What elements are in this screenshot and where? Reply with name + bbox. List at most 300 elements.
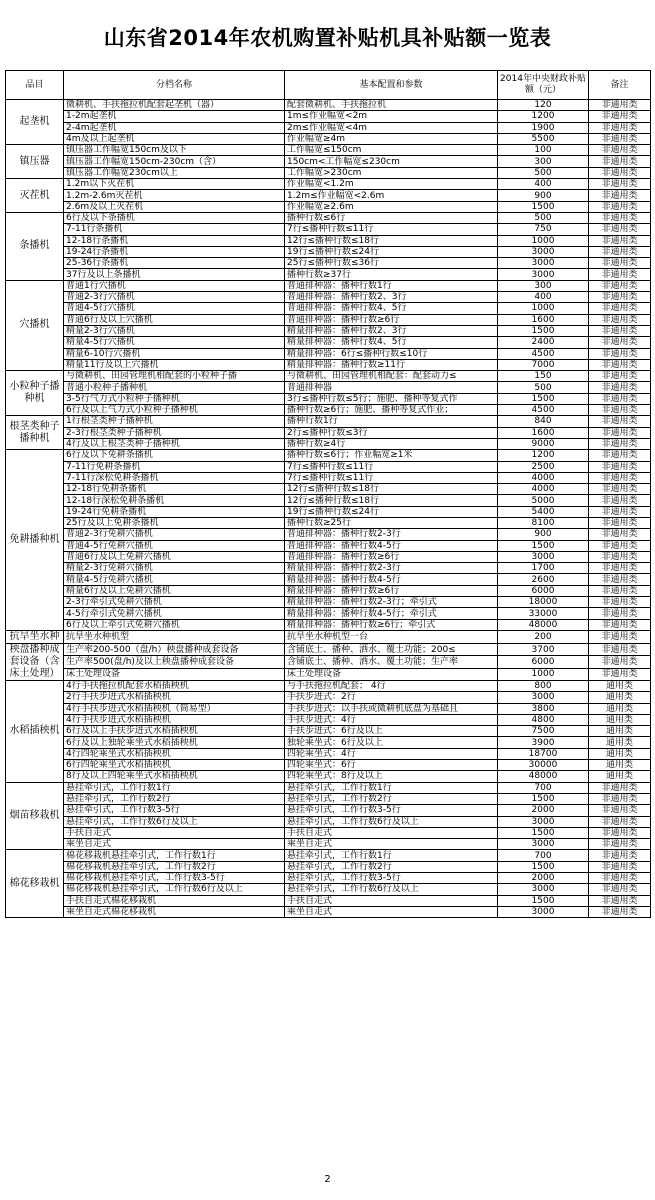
note-cell: 非通用类 xyxy=(589,884,651,895)
amount-cell: 400 xyxy=(498,179,589,190)
tier-cell: 6行及以上气力式小粒种子播种机 xyxy=(64,405,285,416)
tier-cell: 棉花移栽机悬挂牵引式，工作行数1行 xyxy=(64,850,285,861)
table-row xyxy=(6,133,651,144)
amount-cell: 5000 xyxy=(498,495,589,506)
tier-cell: 微耕机、手扶拖拉机配套起垄机（器） xyxy=(64,100,285,111)
amount-cell: 6000 xyxy=(498,656,589,668)
amount-cell: 1500 xyxy=(498,861,589,872)
note-cell: 非通用类 xyxy=(589,201,651,212)
table-body xyxy=(6,100,651,918)
config-cell: 床土处理设备 xyxy=(285,668,498,680)
config-cell: 悬挂牵引式，工作行数2行 xyxy=(285,861,498,872)
tier-cell: 悬挂牵引式，工作行数1行 xyxy=(64,782,285,793)
tier-cell: 普通4-5行免耕穴播机 xyxy=(64,540,285,551)
config-cell: 乘坐自走式 xyxy=(285,839,498,850)
note-cell: 通用类 xyxy=(589,726,651,737)
tier-cell: 抗旱坐水种机型 xyxy=(64,630,285,643)
table-row xyxy=(6,167,651,178)
note-cell: 非通用类 xyxy=(589,359,651,370)
table-row xyxy=(6,760,651,771)
amount-cell: 1500 xyxy=(498,895,589,906)
note-cell: 非通用类 xyxy=(589,393,651,404)
tier-cell: 4行及以上根茎类种子播种机 xyxy=(64,438,285,449)
amount-cell: 48000 xyxy=(498,619,589,630)
amount-cell: 9000 xyxy=(498,438,589,449)
table-row xyxy=(6,529,651,540)
tier-cell: 2-3行牵引式免耕穴播机 xyxy=(64,597,285,608)
config-cell: 含铺底土、播种、洒水、覆土功能；200≤ xyxy=(285,643,498,655)
config-cell: 悬挂牵引式，工作行数2行 xyxy=(285,793,498,804)
note-cell: 非通用类 xyxy=(589,111,651,122)
table-row xyxy=(6,585,651,596)
tier-cell: 37行及以上条播机 xyxy=(64,269,285,280)
note-cell: 通用类 xyxy=(589,737,651,748)
amount-cell: 1200 xyxy=(498,111,589,122)
tier-cell: 6行及以上手扶步进式水稻插秧机 xyxy=(64,726,285,737)
header-tier-name: 分档名称 xyxy=(64,71,285,100)
amount-cell: 4500 xyxy=(498,348,589,359)
tier-cell: 1.2m-2.6m灭茬机 xyxy=(64,190,285,201)
note-cell: 非通用类 xyxy=(589,100,651,111)
note-cell: 非通用类 xyxy=(589,608,651,619)
table-row xyxy=(6,111,651,122)
table-row xyxy=(6,839,651,850)
note-cell: 非通用类 xyxy=(589,484,651,495)
note-cell: 非通用类 xyxy=(589,461,651,472)
note-cell: 通用类 xyxy=(589,692,651,703)
note-cell: 非通用类 xyxy=(589,585,651,596)
category-cell: 条播机 xyxy=(6,212,64,280)
tier-cell: 棉花移栽机悬挂牵引式，工作行数2行 xyxy=(64,861,285,872)
table-row xyxy=(6,405,651,416)
amount-cell: 33000 xyxy=(498,608,589,619)
tier-cell: 普通6行及以上免耕穴播机 xyxy=(64,551,285,562)
amount-cell: 4000 xyxy=(498,472,589,483)
note-cell: 非通用类 xyxy=(589,495,651,506)
config-cell: 悬挂牵引式，工作行数1行 xyxy=(285,782,498,793)
amount-cell: 3000 xyxy=(498,839,589,850)
tier-cell: 25行及以上免耕条播机 xyxy=(64,517,285,528)
table-row xyxy=(6,416,651,427)
amount-cell: 3000 xyxy=(498,884,589,895)
amount-cell: 800 xyxy=(498,680,589,691)
table-row xyxy=(6,597,651,608)
config-cell: 作业幅宽≥2.6m xyxy=(285,201,498,212)
config-cell: 播种行数≤6行 xyxy=(285,212,498,223)
amount-cell: 3000 xyxy=(498,258,589,269)
tier-cell: 悬挂牵引式，工作行数6行及以上 xyxy=(64,816,285,827)
note-cell: 非通用类 xyxy=(589,325,651,336)
table-row xyxy=(6,630,651,643)
table-row xyxy=(6,212,651,223)
amount-cell: 2000 xyxy=(498,805,589,816)
table-row xyxy=(6,771,651,782)
amount-cell: 3900 xyxy=(498,737,589,748)
tier-cell: 8行及以上四轮乘坐式水稻插秧机 xyxy=(64,771,285,782)
config-cell: 3行≤播种行数≤5行；施肥、播种等复式作 xyxy=(285,393,498,404)
note-cell: 非通用类 xyxy=(589,793,651,804)
config-cell: 悬挂牵引式，工作行数3-5行 xyxy=(285,805,498,816)
table-row xyxy=(6,506,651,517)
header-note: 备注 xyxy=(589,71,651,100)
tier-cell: 棉花移栽机悬挂牵引式，工作行数3-5行 xyxy=(64,873,285,884)
category-cell: 灭茬机 xyxy=(6,179,64,213)
note-cell: 非通用类 xyxy=(589,133,651,144)
tier-cell: 普通6行及以上穴播机 xyxy=(64,314,285,325)
config-cell: 播种行数≥37行 xyxy=(285,269,498,280)
note-cell: 非通用类 xyxy=(589,472,651,483)
config-cell: 四轮乘坐式：8行及以上 xyxy=(285,771,498,782)
amount-cell: 1700 xyxy=(498,563,589,574)
tier-cell: 乘坐自走式棉花移栽机 xyxy=(64,906,285,917)
note-cell: 非通用类 xyxy=(589,303,651,314)
tier-cell: 6行及以上牵引式免耕穴播机 xyxy=(64,619,285,630)
note-cell: 非通用类 xyxy=(589,517,651,528)
table-row xyxy=(6,619,651,630)
tier-cell: 精量6-10行穴播机 xyxy=(64,348,285,359)
amount-cell: 1500 xyxy=(498,827,589,838)
note-cell: 非通用类 xyxy=(589,574,651,585)
amount-cell: 900 xyxy=(498,190,589,201)
amount-cell: 1500 xyxy=(498,201,589,212)
note-cell: 非通用类 xyxy=(589,782,651,793)
amount-cell: 120 xyxy=(498,100,589,111)
note-cell: 非通用类 xyxy=(589,122,651,133)
note-cell: 非通用类 xyxy=(589,668,651,680)
table-row xyxy=(6,393,651,404)
amount-cell: 18000 xyxy=(498,597,589,608)
tier-cell: 与微耕机、田园管理机相配套的小粒种子播 xyxy=(64,371,285,382)
amount-cell: 3000 xyxy=(498,906,589,917)
category-cell: 镇压器 xyxy=(6,145,64,179)
amount-cell: 700 xyxy=(498,850,589,861)
tier-cell: 12-18行条播机 xyxy=(64,235,285,246)
page-number: 2 xyxy=(324,1174,331,1185)
note-cell: 非通用类 xyxy=(589,156,651,167)
table-row xyxy=(6,692,651,703)
table-row xyxy=(6,895,651,906)
amount-cell: 2600 xyxy=(498,574,589,585)
note-cell: 非通用类 xyxy=(589,190,651,201)
note-cell: 非通用类 xyxy=(589,145,651,156)
table-row xyxy=(6,224,651,235)
table-row xyxy=(6,714,651,725)
config-cell: 普通排种器 xyxy=(285,382,498,393)
tier-cell: 6行及以下免耕条播机 xyxy=(64,450,285,461)
tier-cell: 普通2-3行免耕穴播机 xyxy=(64,529,285,540)
config-cell: 1.2m≤作业幅宽<2.6m xyxy=(285,190,498,201)
note-cell: 通用类 xyxy=(589,714,651,725)
amount-cell: 1200 xyxy=(498,450,589,461)
category-cell: 烟苗移栽机 xyxy=(6,782,64,850)
config-cell: 悬挂牵引式，工作行数6行及以上 xyxy=(285,884,498,895)
table-row xyxy=(6,258,651,269)
subsidy-table xyxy=(5,70,651,918)
tier-cell: 6行四轮乘坐式水稻插秧机 xyxy=(64,760,285,771)
amount-cell: 48000 xyxy=(498,771,589,782)
tier-cell: 1行根茎类种子播种机 xyxy=(64,416,285,427)
note-cell: 非通用类 xyxy=(589,597,651,608)
amount-cell: 3700 xyxy=(498,643,589,655)
config-cell: 手扶自走式 xyxy=(285,827,498,838)
note-cell: 通用类 xyxy=(589,680,651,691)
config-cell: 作业幅宽≥4m xyxy=(285,133,498,144)
note-cell: 非通用类 xyxy=(589,656,651,668)
table-row xyxy=(6,314,651,325)
table-row xyxy=(6,280,651,291)
table-row xyxy=(6,371,651,382)
amount-cell: 1000 xyxy=(498,235,589,246)
table-row xyxy=(6,438,651,449)
amount-cell: 2400 xyxy=(498,337,589,348)
amount-cell: 100 xyxy=(498,145,589,156)
tier-cell: 6行及以上独轮乘坐式水稻插秧机 xyxy=(64,737,285,748)
note-cell: 非通用类 xyxy=(589,630,651,643)
category-cell: 起垄机 xyxy=(6,100,64,145)
tier-cell: 7-11行条播机 xyxy=(64,224,285,235)
tier-cell: 手扶自走式 xyxy=(64,827,285,838)
table-row xyxy=(6,122,651,133)
config-cell: 7行≤播种行数≤11行 xyxy=(285,461,498,472)
config-cell: 手扶步进式：4行 xyxy=(285,714,498,725)
config-cell: 19行≤播种行数≤24行 xyxy=(285,246,498,257)
config-cell: 独轮乘坐式：6行及以上 xyxy=(285,737,498,748)
config-cell: 19行≤播种行数≤24行 xyxy=(285,506,498,517)
amount-cell: 1500 xyxy=(498,793,589,804)
header-subsidy: 2014年中央财政补贴额（元） xyxy=(498,71,589,100)
amount-cell: 4500 xyxy=(498,405,589,416)
tier-cell: 6行及以下条播机 xyxy=(64,212,285,223)
table-row xyxy=(6,337,651,348)
tier-cell: 7-11行深松免耕条播机 xyxy=(64,472,285,483)
config-cell: 普通排种器：播种行数1行 xyxy=(285,280,498,291)
table-row xyxy=(6,680,651,691)
tier-cell: 棉花移栽机悬挂牵引式，工作行数6行及以上 xyxy=(64,884,285,895)
table-row xyxy=(6,359,651,370)
note-cell: 非通用类 xyxy=(589,906,651,917)
config-cell: 精量排种器：播种行数≥11行 xyxy=(285,359,498,370)
config-cell: 精量排种器：播种行数4-5行；牵引式 xyxy=(285,608,498,619)
config-cell: 播种行数≤6行；作业幅宽≥1米 xyxy=(285,450,498,461)
table-row xyxy=(6,145,651,156)
tier-cell: 3-5行气力式小粒种子播种机 xyxy=(64,393,285,404)
note-cell: 通用类 xyxy=(589,748,651,759)
config-cell: 25行≤播种行数≤36行 xyxy=(285,258,498,269)
config-cell: 12行≤播种行数≤18行 xyxy=(285,235,498,246)
config-cell: 手扶自走式 xyxy=(285,895,498,906)
amount-cell: 750 xyxy=(498,224,589,235)
category-cell: 小粒种子播种机 xyxy=(6,371,64,416)
tier-cell: 1-2m起垄机 xyxy=(64,111,285,122)
amount-cell: 1500 xyxy=(498,540,589,551)
table-row xyxy=(6,179,651,190)
note-cell: 非通用类 xyxy=(589,416,651,427)
table-row xyxy=(6,201,651,212)
table-row xyxy=(6,325,651,336)
tier-cell: 普通1行穴播机 xyxy=(64,280,285,291)
config-cell: 悬挂牵引式，工作行数1行 xyxy=(285,850,498,861)
table-row xyxy=(6,737,651,748)
note-cell: 非通用类 xyxy=(589,816,651,827)
header-config: 基本配置和参数 xyxy=(285,71,498,100)
amount-cell: 500 xyxy=(498,167,589,178)
tier-cell: 25-36行条播机 xyxy=(64,258,285,269)
note-cell: 非通用类 xyxy=(589,563,651,574)
note-cell: 非通用类 xyxy=(589,427,651,438)
tier-cell: 2行手扶步进式水稻插秧机 xyxy=(64,692,285,703)
table-row xyxy=(6,861,651,872)
amount-cell: 400 xyxy=(498,292,589,303)
note-cell: 非通用类 xyxy=(589,371,651,382)
config-cell: 手扶步进式：2行 xyxy=(285,692,498,703)
note-cell: 非通用类 xyxy=(589,405,651,416)
category-cell: 根茎类种子播种机 xyxy=(6,416,64,450)
tier-cell: 12-18行免耕条播机 xyxy=(64,484,285,495)
tier-cell: 4行手扶步进式水稻插秧机 xyxy=(64,714,285,725)
note-cell: 非通用类 xyxy=(589,292,651,303)
note-cell: 非通用类 xyxy=(589,506,651,517)
amount-cell: 1000 xyxy=(498,303,589,314)
category-cell: 穴播机 xyxy=(6,280,64,370)
note-cell: 非通用类 xyxy=(589,873,651,884)
table-row xyxy=(6,782,651,793)
config-cell: 普通排种器：播种行数4-5行 xyxy=(285,540,498,551)
config-cell: 四轮乘坐式：6行 xyxy=(285,760,498,771)
amount-cell: 200 xyxy=(498,630,589,643)
tier-cell: 普通4-5行穴播机 xyxy=(64,303,285,314)
tier-cell: 镇压器工作幅宽230cm以上 xyxy=(64,167,285,178)
config-cell: 150cm<工作幅宽≤230cm xyxy=(285,156,498,167)
config-cell: 播种行数≥4行 xyxy=(285,438,498,449)
config-cell: 普通排种器：播种行数2-3行 xyxy=(285,529,498,540)
amount-cell: 1000 xyxy=(498,668,589,680)
amount-cell: 300 xyxy=(498,280,589,291)
note-cell: 非通用类 xyxy=(589,280,651,291)
tier-cell: 乘坐自走式 xyxy=(64,839,285,850)
table-header-row xyxy=(6,71,651,100)
note-cell: 非通用类 xyxy=(589,246,651,257)
amount-cell: 3000 xyxy=(498,551,589,562)
tier-cell: 4m及以上起垄机 xyxy=(64,133,285,144)
table-row xyxy=(6,540,651,551)
category-cell: 抗旱坐水种 xyxy=(6,630,64,643)
tier-cell: 4行手扶步进式水稻插秧机（简易型） xyxy=(64,703,285,714)
tier-cell: 2.6m及以上灭茬机 xyxy=(64,201,285,212)
config-cell: 7行≤播种行数≤11行 xyxy=(285,224,498,235)
table-row xyxy=(6,269,651,280)
note-cell: 非通用类 xyxy=(589,861,651,872)
config-cell: 手扶步进式：6行及以上 xyxy=(285,726,498,737)
tier-cell: 精量2-3行免耕穴播机 xyxy=(64,563,285,574)
amount-cell: 300 xyxy=(498,156,589,167)
config-cell: 播种行数1行 xyxy=(285,416,498,427)
tier-cell: 7-11行免耕条播机 xyxy=(64,461,285,472)
config-cell: 与微耕机、田园管理机相配套：配套动力≤ xyxy=(285,371,498,382)
note-cell: 非通用类 xyxy=(589,619,651,630)
amount-cell: 18700 xyxy=(498,748,589,759)
amount-cell: 3000 xyxy=(498,816,589,827)
note-cell: 非通用类 xyxy=(589,805,651,816)
tier-cell: 19-24行免耕条播机 xyxy=(64,506,285,517)
table-row xyxy=(6,827,651,838)
config-cell: 精量排种器：6行≤播种行数≤10行 xyxy=(285,348,498,359)
table-row xyxy=(6,726,651,737)
amount-cell: 3000 xyxy=(498,246,589,257)
note-cell: 非通用类 xyxy=(589,895,651,906)
note-cell: 非通用类 xyxy=(589,269,651,280)
amount-cell: 7000 xyxy=(498,359,589,370)
amount-cell: 7500 xyxy=(498,726,589,737)
table-row xyxy=(6,461,651,472)
tier-cell: 2-3行根茎类种子播种机 xyxy=(64,427,285,438)
table-row xyxy=(6,100,651,111)
table-row xyxy=(6,495,651,506)
config-cell: 2行≤播种行数≤3行 xyxy=(285,427,498,438)
config-cell: 普通排种器：播种行数≥6行 xyxy=(285,314,498,325)
table-row xyxy=(6,793,651,804)
tier-cell: 生产率200-500（盘/h）秧盘播种成套设备 xyxy=(64,643,285,655)
tier-cell: 1.2m以下灭茬机 xyxy=(64,179,285,190)
config-cell: 与手扶拖拉机配套； 4行 xyxy=(285,680,498,691)
config-cell: 工作幅宽≤150cm xyxy=(285,145,498,156)
table-row xyxy=(6,382,651,393)
table-row xyxy=(6,703,651,714)
amount-cell: 500 xyxy=(498,212,589,223)
config-cell: 播种行数≥25行 xyxy=(285,517,498,528)
table-row xyxy=(6,608,651,619)
table-row xyxy=(6,906,651,917)
config-cell: 普通排种器：播种行数≥6行 xyxy=(285,551,498,562)
amount-cell: 5400 xyxy=(498,506,589,517)
config-cell: 配套微耕机、手扶拖拉机 xyxy=(285,100,498,111)
note-cell: 非通用类 xyxy=(589,551,651,562)
config-cell: 12行≤播种行数≤18行 xyxy=(285,484,498,495)
note-cell: 非通用类 xyxy=(589,348,651,359)
note-cell: 非通用类 xyxy=(589,212,651,223)
table-row xyxy=(6,668,651,680)
note-cell: 非通用类 xyxy=(589,827,651,838)
tier-cell: 床土处理设备 xyxy=(64,668,285,680)
amount-cell: 1500 xyxy=(498,325,589,336)
config-cell: 精量排种器：播种行数≥6行；牵引式 xyxy=(285,619,498,630)
table-row xyxy=(6,472,651,483)
table-row xyxy=(6,574,651,585)
config-cell: 播种行数≥6行；施肥、播种等复式作业； xyxy=(285,405,498,416)
table-row xyxy=(6,246,651,257)
tier-cell: 精量4-5行免耕穴播机 xyxy=(64,574,285,585)
tier-cell: 精量11行及以上穴播机 xyxy=(64,359,285,370)
amount-cell: 3000 xyxy=(498,269,589,280)
tier-cell: 4行手扶拖拉机配套水稻插秧机 xyxy=(64,680,285,691)
table-row xyxy=(6,656,651,668)
note-cell: 非通用类 xyxy=(589,850,651,861)
note-cell: 非通用类 xyxy=(589,382,651,393)
amount-cell: 700 xyxy=(498,782,589,793)
note-cell: 非通用类 xyxy=(589,337,651,348)
category-cell: 免耕播种机 xyxy=(6,450,64,631)
tier-cell: 12-18行深松免耕条播机 xyxy=(64,495,285,506)
config-cell: 抗旱坐水种机型一台 xyxy=(285,630,498,643)
tier-cell: 普通小粒种子播种机 xyxy=(64,382,285,393)
config-cell: 手扶步进式：以手扶或微耕机底盘为基础且 xyxy=(285,703,498,714)
tier-cell: 悬挂牵引式，工作行数3-5行 xyxy=(64,805,285,816)
tier-cell: 生产率500(盘/h)及以上秧盘播种成套设备 xyxy=(64,656,285,668)
note-cell: 非通用类 xyxy=(589,224,651,235)
config-cell: 乘坐自走式 xyxy=(285,906,498,917)
table-row xyxy=(6,748,651,759)
table-row xyxy=(6,303,651,314)
config-cell: 精量排种器：播种行数2、3行 xyxy=(285,325,498,336)
